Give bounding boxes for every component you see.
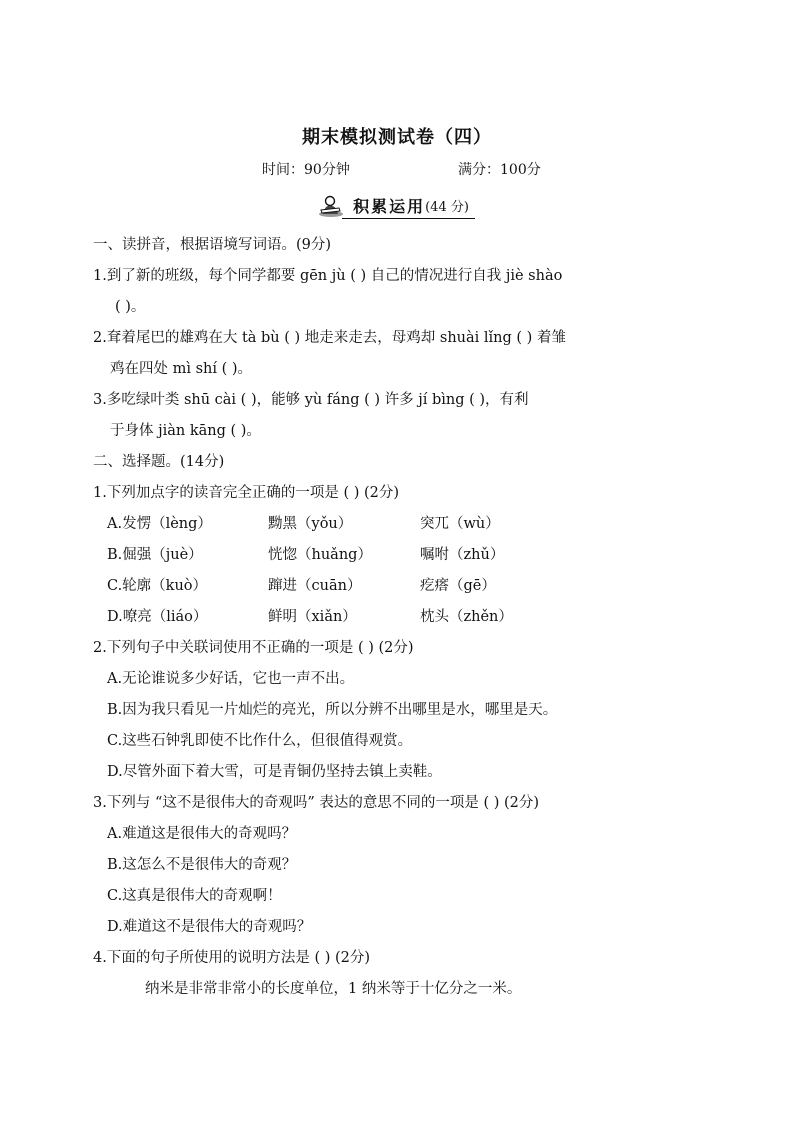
- q1-option-cell: 黝黑（yǒu）: [268, 516, 353, 532]
- part1-heading: 一、读拼音，根据语境写词语。(9分): [93, 237, 332, 253]
- part2-q1: 1.下列加点字的读音完全正确的一项是 ( ) (2分): [93, 485, 400, 501]
- q1-option-cell: 嘱咐（zhǔ）: [420, 547, 505, 563]
- q3-option: B.这怎么不是很伟大的奇观？: [107, 857, 297, 873]
- part1-q3-line2: 于身体 jiàn kāng ( )。: [110, 423, 261, 439]
- q1-option-cell: 疙瘩（gē）: [420, 578, 496, 594]
- q1-option-cell: A.发愣（lèng）: [107, 516, 212, 532]
- q3-option: C.这真是很伟大的奇观啊！: [107, 888, 282, 904]
- q1-option-cell: C.轮廓（kuò）: [107, 578, 208, 594]
- q3-option: D.难道这不是很伟大的奇观吗？: [107, 919, 312, 935]
- q1-option-cell: 蹿进（cuān）: [268, 578, 362, 594]
- page-title: 期末模拟测试卷（四）: [302, 127, 492, 148]
- exam-score: 满分：100分: [458, 162, 541, 178]
- section-underline: [342, 218, 475, 219]
- q2-option: B.因为我只看见一片灿烂的亮光，所以分辨不出哪里是水，哪里是天。: [107, 702, 558, 718]
- q2-option: C.这些石钟乳即使不比作什么，但很值得观赏。: [107, 733, 413, 749]
- reader-icon: [318, 195, 344, 217]
- part2-q2: 2.下列句子中关联词使用不正确的一项是 ( ) (2分): [93, 640, 414, 656]
- q1-option-cell: 恍惚（huǎng）: [268, 547, 372, 563]
- part2-heading: 二、选择题。(14分): [93, 454, 225, 470]
- q4-sentence: 纳米是非常非常小的长度单位，1 纳米等于十亿分之一米。: [145, 981, 522, 997]
- part1-q1-line1: 1.到了新的班级，每个同学都要 gēn jù ( ) 自己的情况进行自我 jiè shào: [93, 268, 563, 284]
- q2-option: D.尽管外面下着大雪，可是青铜仍坚持去镇上卖鞋。: [107, 764, 442, 780]
- part1-q2-line1: 2.耷着尾巴的雄鸡在大 tà bù ( ) 地走来走去，母鸡却 shuài lǐng ( ) 着雏: [93, 330, 566, 346]
- section-name: 积累运用: [353, 197, 426, 216]
- section-score: (44 分): [425, 200, 469, 215]
- part1-q3-line1: 3.多吃绿叶类 shū cài ( )，能够 yù fáng ( ) 许多 jí bìng ( )，有利: [93, 392, 529, 408]
- part2-q3: 3.下列与 “这不是很伟大的奇观吗” 表达的意思不同的一项是 ( ) (2分): [93, 795, 540, 811]
- section-header: [318, 194, 469, 218]
- q1-option-cell: B.倔强（juè）: [107, 547, 203, 563]
- part2-q4: 4.下面的句子所使用的说明方法是 ( ) (2分): [93, 950, 371, 966]
- part1-q2-line2: 鸡在四处 mì shí ( )。: [110, 361, 253, 377]
- q1-option-cell: 鲜明（xiǎn）: [268, 609, 357, 625]
- q3-option: A.难道这是很伟大的奇观吗？: [107, 826, 297, 842]
- part1-q1-line2: ( )。: [115, 299, 146, 315]
- q2-option: A.无论谁说多少好话，它也一声不出。: [107, 671, 355, 687]
- q1-option-cell: 枕头（zhěn）: [420, 609, 513, 625]
- q1-option-cell: D.嘹亮（liáo）: [107, 609, 208, 625]
- q1-option-cell: 突兀（wù）: [420, 516, 500, 532]
- exam-time: 时间：90分钟: [262, 162, 350, 178]
